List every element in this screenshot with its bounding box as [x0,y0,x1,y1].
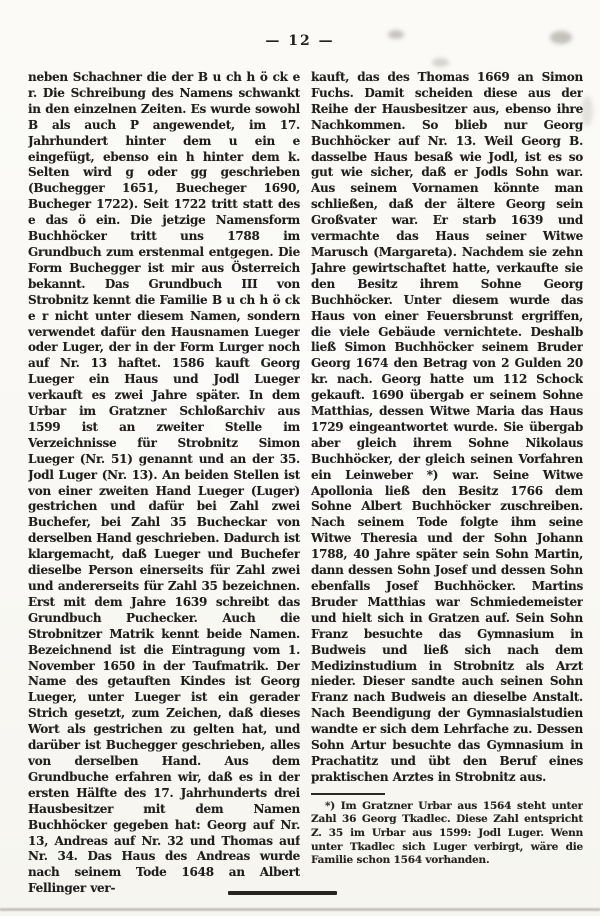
scan-edge-artifact [0,908,600,911]
scan-smudge [550,31,572,44]
section-end-rule [228,891,337,895]
right-column-text: kauft, das des Thomas 1669 an Simon Fuchs. Damit scheiden diese aus der Reihe der Hausbesitzer aus, ebenso ihre Nachkommen. So blieb nur Georg Buchhöcker auf Nr. 13. Weil Georg B. dasselbe Haus besaß wie Jodl, ist es so gut wie sicher, daß er Jodls Sohn war. Aus seinem Vornamen könnte man schließen, daß der ältere Georg sein Großvater war. Er starb 1639 und vermachte das Haus seiner Witwe Marusch (Margareta). Nachdem sie zehn Jahre gewirtschaftet hatte, verkaufte sie den Besitz ihrem Sohne Georg Buchhöcker. Unter diesem wurde das Haus von einer Feuersbrunst ergriffen, die viele Gebäude vernichtete. Deshalb ließ Simon Buchhöcker seinem Bruder Georg 1674 den Betrag von 2 Gulden 20 kr. nach. Georg hatte um 112 Schock gekauft. 1690 übergab er seinem Sohne Matthias, dessen Witwe Maria das Haus 1729 eingeantwortet wurde. Sie übergab aber gleich ihrem Sohne Nikolaus Buchhöcker, der gleich seinen Vorfahren ein Leinweber *) war. Seine Witwe Apollonia ließ den Besitz 1766 dem Sohne Albert Buchhöcker zuschreiben. Nach seinem Tode folgte ihm seine Witwe Theresia und der Sohn Johann 1788, 40 Jahre später sein Sohn Martin, dann dessen Sohn Josef und dessen Sohn ebenfalls Josef Buchhöcker. Martins Bruder Matthias war Schmiedemeister und hielt sich in Gratzen auf. Sein Sohn Franz besuchte das Gymnasium in Budweis und ließ sich nach dem Medizinstudium in Strobnitz als Arzt nieder. Dieser sandte auch seinen Sohn Franz nach Budweis an dieselbe Anstalt. Nach Beendigung der Gymnasialstudien wandte er sich dem Lehrfache zu. Dessen Sohn Artur besuchte das Gymnasium in Prachatitz und übt den Beruf eines praktischen Arztes in Strobnitz aus. [311,70,583,784]
page-number-header: — 12 — [265,33,335,49]
footnote-separator-rule [311,793,385,795]
scan-smudge [388,30,404,39]
left-column-text: neben Schachner die der B u ch h ö ck e r. Die Schreibung des Namens schwankt in den einzelnen Zeiten. Es wurde sowohl B als auch P angewendet, im 17. Jahrhundert hinter dem u ein e eingefügt, ebenso ein h hinter dem k. Selten wird g oder gg geschrieben (Buchegger 1651, Buecheger 1690, Bucheger 1722). Seit 1722 tritt statt des e das ö ein. Die jetzige Namensform Buchhöcker tritt uns 1788 im Grundbuch zum erstenmal entgegen. Die Form Buchegger ist mir aus Österreich bekannt. Das Grundbuch III von Strobnitz kennt die Familie B u ch h ö ck e r nicht unter diesem Namen, sondern verwendet dafür den Hausnamen Lueger oder Luger, der in der Form Lurger noch auf Nr. 13 haftet. 1586 kauft Georg Lueger ein Haus und Jodl Lueger verkauft es zwei Jahre später. In dem Urbar im Gratzner Schloßarchiv aus 1599 ist an zweiter Stelle im Verzeichnisse für Strobnitz Simon Lueger (Nr. 51) genannt und an der 35. Jodl Luger (Nr. 13). An beiden Stellen ist von einer zweiten Hand Lueger (Luger) gestrichen und dafür bei Zahl zwei Buchefer, bei Zahl 35 Bucheckar von derselben Hand geschrieben. Dadurch ist klargemacht, daß Lueger und Buchefer dieselbe Person einerseits für Zahl zwei und andererseits für Zahl 35 bezeichnen. Erst mit dem Jahre 1639 schreibt das Grundbuch Puchecker. Auch die Strobnitzer Matrik kennt beide Namen. Bezeichnend ist die Eintragung vom 1. November 1650 in der Taufmatrik. Der Name des getauften Kindes ist Georg Lueger, unter Lueger ist ein gerader Strich gesetzt, zum Zeichen, daß dieses Wort als gestrichen zu gelten hat, und darüber ist Buchegger geschrieben, alles von derselben Hand. Aus dem Grundbuche erfahren wir, daß es in der ersten Hälfte des 17. Jahrhunderts drei Hausbesitzer mit dem Namen Buchhöcker gegeben hat: Georg auf Nr. 13, Andreas auf Nr. 32 und Thomas auf Nr. 34. Das Haus des Andreas wurde nach seinem Tode 1648 an Albert Fellinger ver- [28,70,300,896]
text-columns [28,70,583,898]
right-column [311,70,583,898]
footnote-text: *) Im Gratzner Urbar aus 1564 steht unter Zahl 36 Georg Tkadlec. Diese Zahl entspricht Z. 35 im Urbar aus 1599: Jodl Luger. Wenn unter Tkadlec sich Luger verbirgt, wäre die Familie schon 1564 vorhanden. [311,799,583,867]
footnote-block [311,793,583,868]
left-column [28,70,300,898]
scan-smudge [432,58,449,67]
